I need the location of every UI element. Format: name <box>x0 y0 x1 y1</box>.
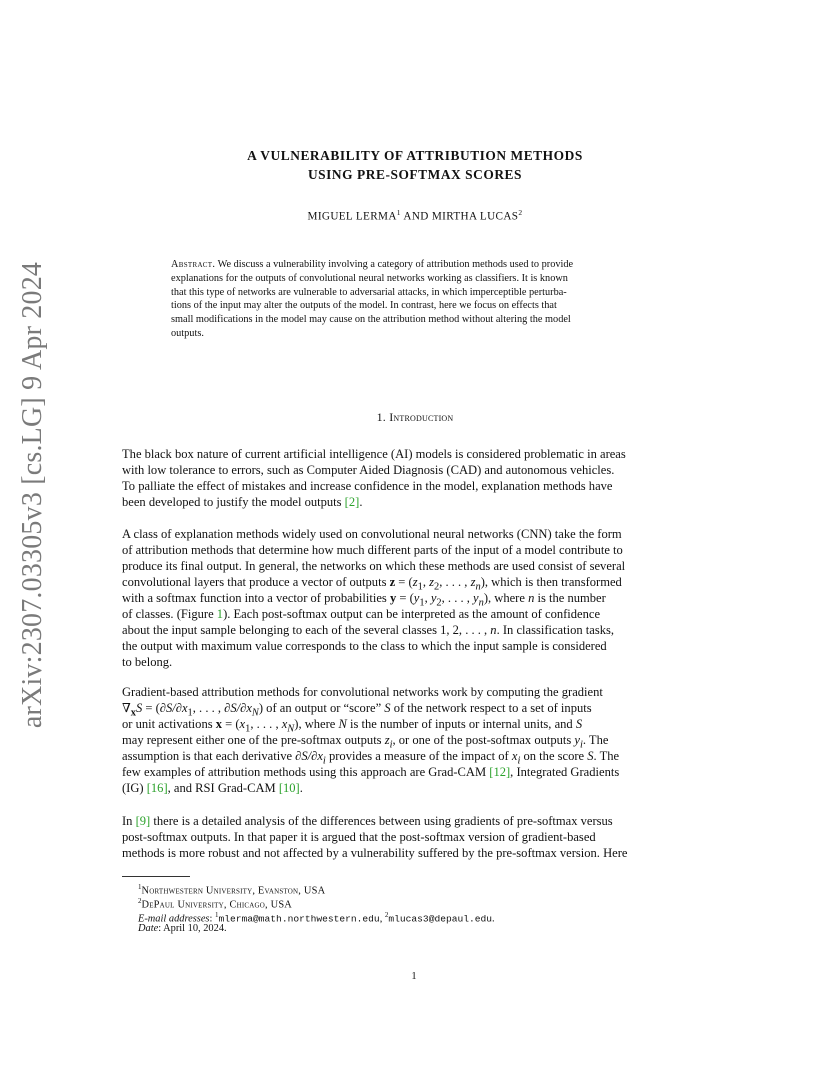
text-line <box>122 764 707 780</box>
math-symbol: x <box>215 717 223 731</box>
email-link[interactable]: mlucas3@depaul.edu <box>388 913 493 925</box>
abstract-line: explanations for the outputs of convolutional neural networks working as classifiers. It is known <box>171 272 568 284</box>
text-line <box>122 732 707 748</box>
text-span: (IG) <box>122 781 147 795</box>
date-label: Date <box>138 923 159 934</box>
email-label: E-mail addresses <box>138 913 210 925</box>
text-line: with low tolerance to errors, such as Computer Aided Diagnosis (CAD) and autonomous vehicles. <box>122 463 615 477</box>
abstract-line: outputs. <box>171 327 204 339</box>
abstract-line: small modifications in the model may cause on the attribution method without altering the model <box>171 314 571 326</box>
text-span: about the input sample belonging to each of the several classes 1, 2, . . . , <box>122 623 491 637</box>
math-symbol: z <box>389 575 396 589</box>
footnote-emails <box>138 908 698 925</box>
arxiv-identifier: arXiv:2307.03305v3 [cs.LG] 9 Apr 2024 <box>17 261 48 729</box>
math-subscript: 1 <box>187 707 193 716</box>
text-span: may represent either one of the pre-softmax outputs <box>122 733 385 747</box>
text-span: convolutional layers that produce a vector of outputs <box>122 575 390 589</box>
text-span: been developed to justify the model outputs <box>122 495 345 509</box>
math-subscript: 1 <box>419 597 425 606</box>
text-line: Gradient-based attribution methods for convolutional networks work by computing the gradient <box>122 685 603 699</box>
paragraph-1 <box>122 446 707 510</box>
math-symbol: N <box>338 717 347 731</box>
text-span: of classes. (Figure <box>122 607 217 621</box>
footnote-mark: 2 <box>138 897 142 905</box>
text-span: , . . . , ∂ <box>192 701 231 715</box>
text-line <box>122 700 707 716</box>
abstract-line: tions of the input may alter the outputs of the model. In contrast, here we focus on effects that <box>171 300 557 312</box>
author-2-mark: 2 <box>518 208 523 217</box>
text-span: , <box>424 591 431 605</box>
text-line: A class of explanation methods widely used on convolutional neural networks (CNN) take the form <box>122 527 622 541</box>
paragraph-3 <box>122 684 707 796</box>
math-symbol: y <box>430 591 437 605</box>
math-subscript: n <box>475 581 481 590</box>
affiliation-text: DePaul University, Chicago, USA <box>141 899 293 911</box>
text-line <box>122 622 707 638</box>
text-span: , or one of the post-softmax outputs <box>392 733 575 747</box>
math-symbol: z <box>384 733 390 747</box>
text-span: ), which is then transformed <box>480 575 622 589</box>
text-span: . <box>492 913 495 925</box>
text-line: To palliate the effect of mistakes and increase confidence in the model, explanation methods have <box>122 479 613 493</box>
math-subscript: 1 <box>245 723 251 732</box>
text-line <box>122 748 707 764</box>
math-symbol: y <box>413 591 420 605</box>
authors <box>150 208 680 223</box>
section-title: Introduction <box>389 410 454 424</box>
text-span: In <box>122 814 136 828</box>
text-line: of attribution methods that determine how much different parts of the input of a model contribute to <box>122 543 623 557</box>
text-line: produce its final output. In general, the networks on which these methods are used consist of several <box>122 559 626 573</box>
abstract-label: Abstract. <box>171 259 216 270</box>
text-span: ). Each post-softmax output can be interpreted as the amount of confidence <box>223 607 601 621</box>
text-span: : <box>158 923 164 934</box>
email-link[interactable]: mlerma@math.northwestern.edu <box>218 913 380 925</box>
math-symbol: y <box>473 591 479 605</box>
math-subscript: 2 <box>433 581 440 590</box>
text-span: , . . . , <box>439 575 471 589</box>
text-span: , <box>422 575 430 589</box>
text-span: , <box>379 913 385 925</box>
text-span: with a softmax function into a vector of probabilities <box>122 591 390 605</box>
footnote-rule <box>122 876 190 877</box>
citation-link[interactable]: [12] <box>489 765 511 779</box>
text-line: the output with maximum value corresponds to the class to which the input sample is considered <box>122 639 607 653</box>
math-symbol: n <box>490 623 497 637</box>
text-line <box>122 590 707 606</box>
text-span: . The <box>593 749 620 763</box>
text-span: = ( <box>222 717 240 731</box>
math-symbol: z <box>412 575 418 589</box>
text-span: = (∂ <box>142 701 166 715</box>
figure-link[interactable]: 1 <box>216 607 224 621</box>
date-value: April 10, 2024. <box>163 923 227 934</box>
text-span: . The <box>582 733 609 747</box>
text-span: is the number <box>534 591 606 605</box>
text-span: ∂ <box>311 749 318 763</box>
paragraph-2 <box>122 526 707 670</box>
paper-title-line-1: A VULNERABILITY OF ATTRIBUTION METHODS <box>247 148 583 163</box>
citation-link[interactable]: [10] <box>278 781 300 795</box>
author-conjunction: AND <box>400 210 432 223</box>
text-span: on the score <box>520 749 588 763</box>
footnote-mark: 2 <box>384 911 389 919</box>
math-subscript: 1 <box>417 581 423 590</box>
text-span: ∇ <box>122 701 131 715</box>
text-span: ∂ <box>240 701 247 715</box>
text-line <box>122 716 707 732</box>
math-subscript: i <box>389 739 393 748</box>
math-subscript: i <box>579 739 583 748</box>
math-symbol: S <box>575 717 583 731</box>
paragraph-4 <box>122 813 707 861</box>
math-symbol: z <box>429 575 434 589</box>
author-2: MIRTHA LUCAS <box>431 210 519 223</box>
math-subscript: 2 <box>436 597 442 606</box>
text-span: : <box>209 913 215 925</box>
text-span: . <box>359 495 363 509</box>
text-span: ∂ <box>175 701 182 715</box>
text-line: methods is more robust and not affected by a vulnerability suffered by the pre-softmax version. Here <box>122 846 628 860</box>
text-span: ) of an output or “score” <box>258 701 385 715</box>
text-span: or unit activations <box>122 717 216 731</box>
author-1-mark: 1 <box>396 208 401 217</box>
text-span: . In classification tasks, <box>496 623 615 637</box>
text-span: assumption is that each derivative ∂ <box>122 749 302 763</box>
text-span: , . . . , <box>250 717 282 731</box>
text-line <box>122 606 707 622</box>
section-number: 1. <box>376 410 390 424</box>
math-subscript: n <box>478 597 484 606</box>
text-line <box>122 813 707 829</box>
text-span: provides a measure of the impact of <box>325 749 512 763</box>
text-span: , and RSI Grad-CAM <box>167 781 279 795</box>
math-symbol: n <box>528 591 535 605</box>
abstract <box>171 258 659 341</box>
math-subscript: N <box>287 723 295 732</box>
text-span: . <box>299 781 303 795</box>
abstract-line: that this type of networks are vulnerable to adversarial attacks, in which imperceptible perturba- <box>171 286 567 298</box>
math-symbol: x <box>317 749 323 763</box>
math-symbol: z <box>470 575 476 589</box>
section-heading <box>150 410 680 425</box>
math-symbol: S <box>384 701 391 715</box>
text-span: of the network respect to a set of inputs <box>390 701 592 715</box>
text-span: , . . . , <box>441 591 474 605</box>
text-span: = ( <box>396 591 414 605</box>
text-line <box>122 780 707 796</box>
paper-title-line-2: USING PRE-SOFTMAX SCORES <box>307 167 523 182</box>
math-symbol: x <box>246 701 252 715</box>
footnote-mark: 1 <box>214 911 219 919</box>
page-number: 1 <box>411 971 417 982</box>
arxiv-sidebar <box>14 261 52 729</box>
math-symbol: x <box>511 749 518 763</box>
affiliation-text: Northwestern University, Evanston, USA <box>141 885 326 897</box>
footnote-mark: 1 <box>138 883 142 891</box>
math-subscript: i <box>322 755 326 764</box>
footnotes <box>138 880 698 936</box>
math-symbol: S/ <box>301 749 312 763</box>
math-subscript: N <box>251 707 259 716</box>
math-symbol: y <box>389 591 397 605</box>
footnote-affiliation-2 <box>138 894 698 911</box>
math-subscript: x <box>130 707 136 716</box>
text-line: to belong. <box>122 655 173 669</box>
math-symbol: S <box>587 749 594 763</box>
text-span: ), where <box>294 717 339 731</box>
math-symbol: S <box>135 701 143 715</box>
author-1: MIGUEL LERMA <box>307 210 397 223</box>
math-symbol: x <box>281 717 288 731</box>
math-subscript: i <box>517 755 521 764</box>
footnote-affiliation-1 <box>138 880 698 897</box>
math-symbol: S/ <box>166 701 176 715</box>
text-span: is the number of inputs or internal units, and <box>346 717 576 731</box>
text-span: few examples of attribution methods using this approach are Grad-CAM <box>122 765 490 779</box>
text-span: , Integrated Gradients <box>510 765 620 779</box>
math-symbol: y <box>574 733 580 747</box>
abstract-line: We discuss a vulnerability involving a category of attribution methods used to provide <box>215 259 574 270</box>
text-line <box>122 494 707 510</box>
text-line: The black box nature of current artificial intelligence (AI) models is considered problematic in areas <box>122 447 626 461</box>
text-line <box>122 574 707 590</box>
text-span: ), where <box>483 591 529 605</box>
text-line: post-softmax outputs. In that paper it is argued that the post-softmax version of gradient-based <box>122 830 596 844</box>
math-symbol: x <box>239 717 246 731</box>
math-symbol: x <box>181 701 188 715</box>
citation-link[interactable]: [2] <box>344 495 360 509</box>
citation-link[interactable]: [9] <box>135 814 151 828</box>
math-symbol: S/ <box>230 701 241 715</box>
text-span: there is a detailed analysis of the differences between using gradients of pre-softmax versus <box>150 814 613 828</box>
text-span: = ( <box>395 575 413 589</box>
citation-link[interactable]: [16] <box>146 781 168 795</box>
